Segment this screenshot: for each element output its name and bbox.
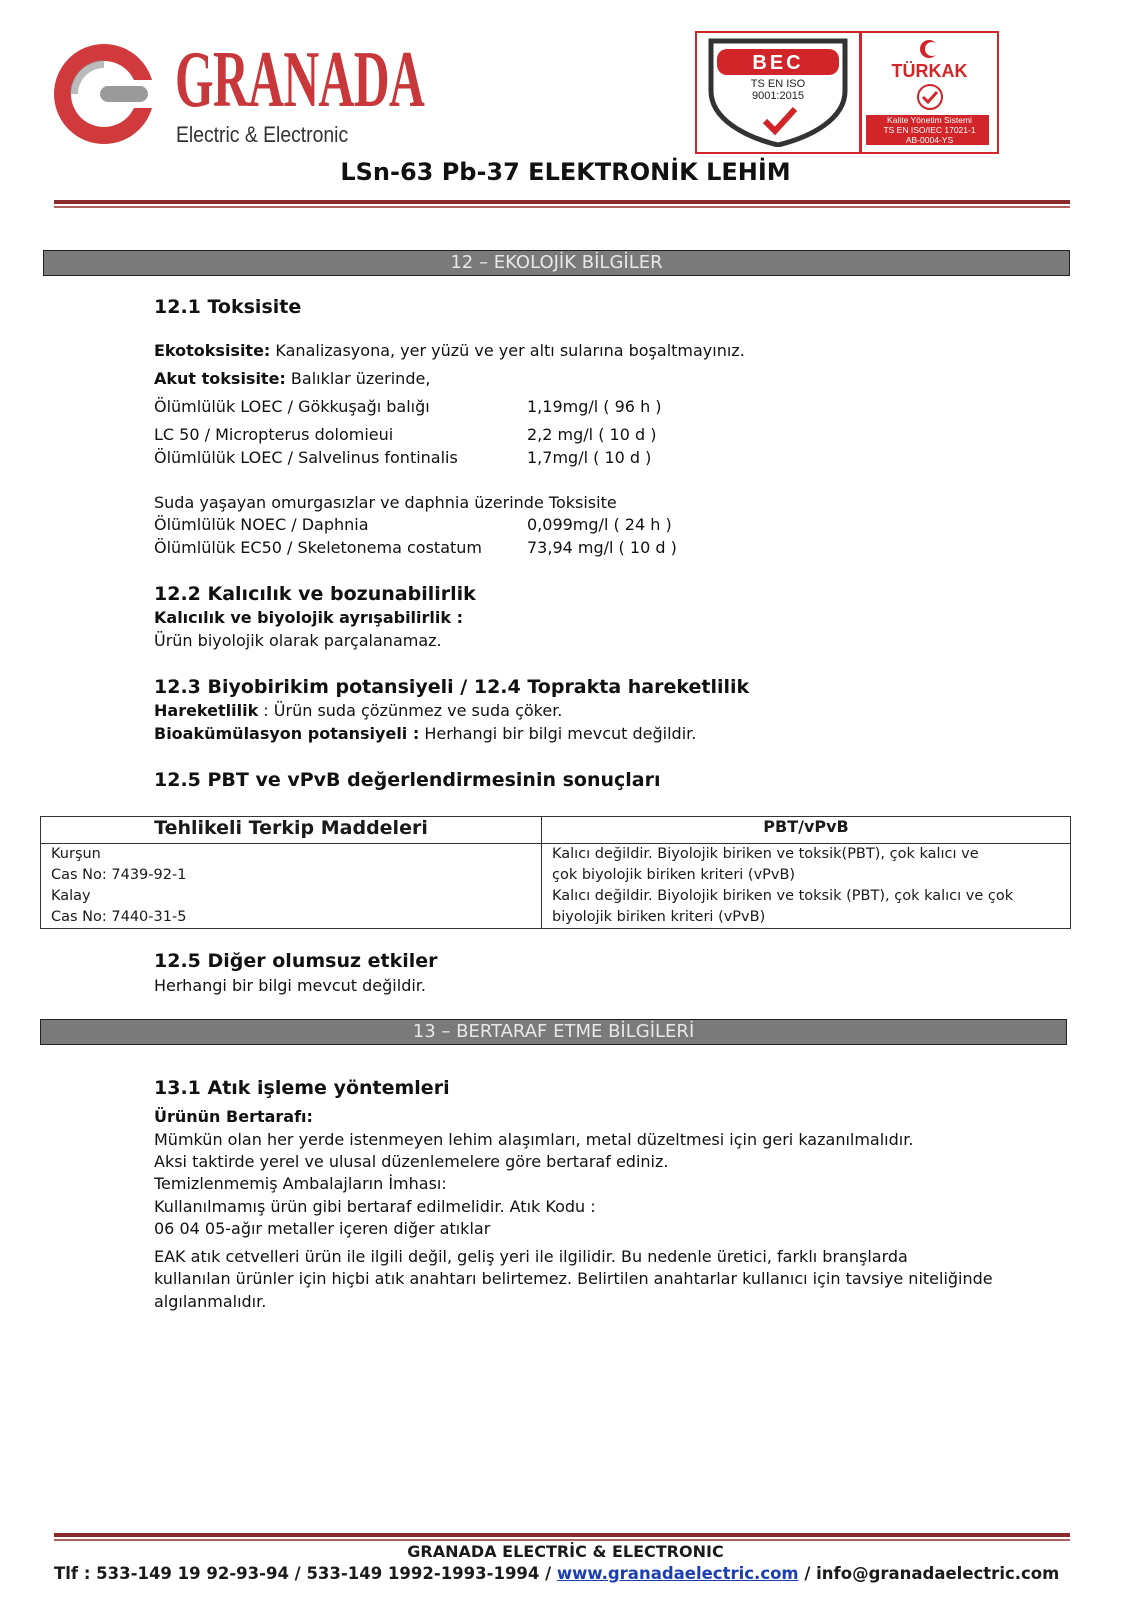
pbt-line: biyolojik biriken kriteri (vPvB) <box>552 909 766 925</box>
eak-paragraph-line: kullanılan ürünler için hiçbi atık anahtarı belirtemez. Belirtilen anahtarlar kullanıcı için tavsiye niteliğinde <box>154 1269 993 1288</box>
persistence-text: Ürün biyolojik olarak parçalanamaz. <box>154 631 442 650</box>
heading-12-3: 12.3 Biyobirikim potansiyeli / 12.4 Toprakta hareketlilik <box>154 676 750 698</box>
mobility-line: Hareketlilik : Ürün suda çözünmez ve suda çöker. <box>154 701 563 720</box>
email-link[interactable]: info@granadaelectric.com <box>816 1564 1060 1583</box>
footer-company: GRANADA ELECTRİC & ELECTRONIC <box>407 1542 724 1561</box>
bec-iso-certificate <box>695 31 861 154</box>
aquatic-title: Suda yaşayan omurgasızlar ve daphnia üzerinde Toksisite <box>154 493 617 512</box>
pbt-line: Kalıcı değildir. Biyolojik biriken ve toksik (PBT), çok kalıcı ve çok <box>552 888 1014 904</box>
disposal-subheading: Ürünün Bertarafı: <box>154 1107 313 1126</box>
disposal-line: Temizlenmemiş Ambalajların İmhası: <box>154 1174 447 1193</box>
iso-line2: 9001:2015 <box>752 90 804 102</box>
document-title: LSn-63 Pb-37 ELEKTRONİK LEHİM <box>340 158 791 186</box>
heading-12-5-other: 12.5 Diğer olumsuz etkiler <box>154 950 438 972</box>
disposal-line: 06 04 05-ağır metaller içeren diğer atıklar <box>154 1219 491 1238</box>
heading-13-1: 13.1 Atık işleme yöntemleri <box>154 1077 450 1099</box>
substance-line: Kalay <box>51 888 91 904</box>
website-link[interactable]: www.granadaelectric.com <box>556 1564 799 1583</box>
turkak-line3: AB-0004-YS <box>905 135 954 145</box>
fish-value: 1,19mg/l ( 96 h ) <box>527 397 662 416</box>
pbt-cell <box>542 844 1071 929</box>
turkak-name: TÜRKAK <box>891 61 968 81</box>
iso-line1: TS EN ISO <box>750 78 806 90</box>
table-header-substances: Tehlikeli Terkip Maddeleri <box>41 817 542 844</box>
footer-divider <box>54 1533 1070 1537</box>
aquatic-value: 0,099mg/l ( 24 h ) <box>527 515 672 534</box>
substance-line: Cas No: 7439-92-1 <box>51 867 187 883</box>
fish-value: 1,7mg/l ( 10 d ) <box>527 448 652 467</box>
footer-divider-thin <box>54 1539 1070 1541</box>
footer-phone: Tlf : 533-149 19 92-93-94 / 533-149 1992-1993-1994 / <box>54 1564 557 1583</box>
header-divider-thin <box>54 206 1070 208</box>
fish-label: Ölümlülük LOEC / Gökkuşağı balığı <box>154 397 430 416</box>
turkak-line2: TS EN ISO/IEC 17021-1 <box>883 125 976 135</box>
table-header-pbt: PBT/vPvB <box>542 817 1071 844</box>
table-header-row <box>41 817 1071 844</box>
header-divider <box>54 200 1070 204</box>
bioaccumulation-line: Bioakümülasyon potansiyeli : Herhangi bir bilgi mevcut değildir. <box>154 724 697 743</box>
substance-line: Kurşun <box>51 846 101 862</box>
acute-toxicity-line: Akut toksisite: Balıklar üzerinde, <box>154 369 431 388</box>
substance-line: Cas No: 7440-31-5 <box>51 909 187 925</box>
disposal-line: Kullanılmamış ürün gibi bertaraf edilmelidir. Atık Kodu : <box>154 1197 596 1216</box>
turkak-line1: Kalite Yönetim Sistemi <box>887 115 972 125</box>
aquatic-label: Ölümlülük NOEC / Daphnia <box>154 515 369 534</box>
disposal-line: Aksi taktirde yerel ve ulusal düzenlemelere göre bertaraf ediniz. <box>154 1152 669 1171</box>
fish-value: 2,2 mg/l ( 10 d ) <box>527 425 657 444</box>
pbt-line: çok biyolojik biriken kriteri (vPvB) <box>552 867 796 883</box>
eak-paragraph-line: algılanmalıdır. <box>154 1292 267 1311</box>
section-13-title-bar: 13 – BERTARAF ETME BİLGİLERİ <box>40 1019 1067 1045</box>
fish-label: LC 50 / Micropterus dolomieui <box>154 425 394 444</box>
other-effects-text: Herhangi bir bilgi mevcut değildir. <box>154 976 426 995</box>
footer-contact: Tlf : 533-149 19 92-93-94 / 533-149 1992-1993-1994 / www.granadaelectric.com / info@granadaelectric.com <box>54 1564 1060 1583</box>
heading-12-5-pbt: 12.5 PBT ve vPvB değerlendirmesinin sonuçları <box>154 769 661 791</box>
pbt-table <box>40 816 1071 929</box>
checkmark-icon <box>914 83 946 111</box>
eak-paragraph-line: EAK atık cetvelleri ürün ile ilgili değil, geliş yeri ile ilgilidir. Bu nedenle üretici, farklı branşlarda <box>154 1247 908 1266</box>
substances-cell <box>41 844 542 929</box>
ecotoxicity-line: Ekotoksisite: Kanalizasyona, yer yüzü ve yer altı sularına boşaltmayınız. <box>154 341 745 360</box>
aquatic-value: 73,94 mg/l ( 10 d ) <box>527 538 677 557</box>
turkak-certificate <box>860 31 999 154</box>
fish-label: Ölümlülük LOEC / Salvelinus fontinalis <box>154 448 458 467</box>
bec-mark: BEC <box>752 52 804 74</box>
table-row <box>41 844 1071 929</box>
section-12-title-bar: 12 – EKOLOJİK BİLGİLER <box>43 250 1070 276</box>
aquatic-label: Ölümlülük EC50 / Skeletonema costatum <box>154 538 482 557</box>
brand-subtitle: Electric & Electronic <box>176 122 349 147</box>
crescent-icon <box>916 39 942 59</box>
brand-name: GRANADA <box>175 36 425 124</box>
pbt-line: Kalıcı değildir. Biyolojik biriken ve toksik(PBT), çok kalıcı ve <box>552 846 979 862</box>
heading-12-2: 12.2 Kalıcılık ve bozunabilirlik <box>154 583 476 605</box>
heading-12-1: 12.1 Toksisite <box>154 296 302 318</box>
persistence-subheading: Kalıcılık ve biyolojik ayrışabilirlik : <box>154 608 463 627</box>
disposal-line: Mümkün olan her yerde istenmeyen lehim alaşımları, metal düzeltmesi için geri kazanılmalıdır. <box>154 1130 914 1149</box>
